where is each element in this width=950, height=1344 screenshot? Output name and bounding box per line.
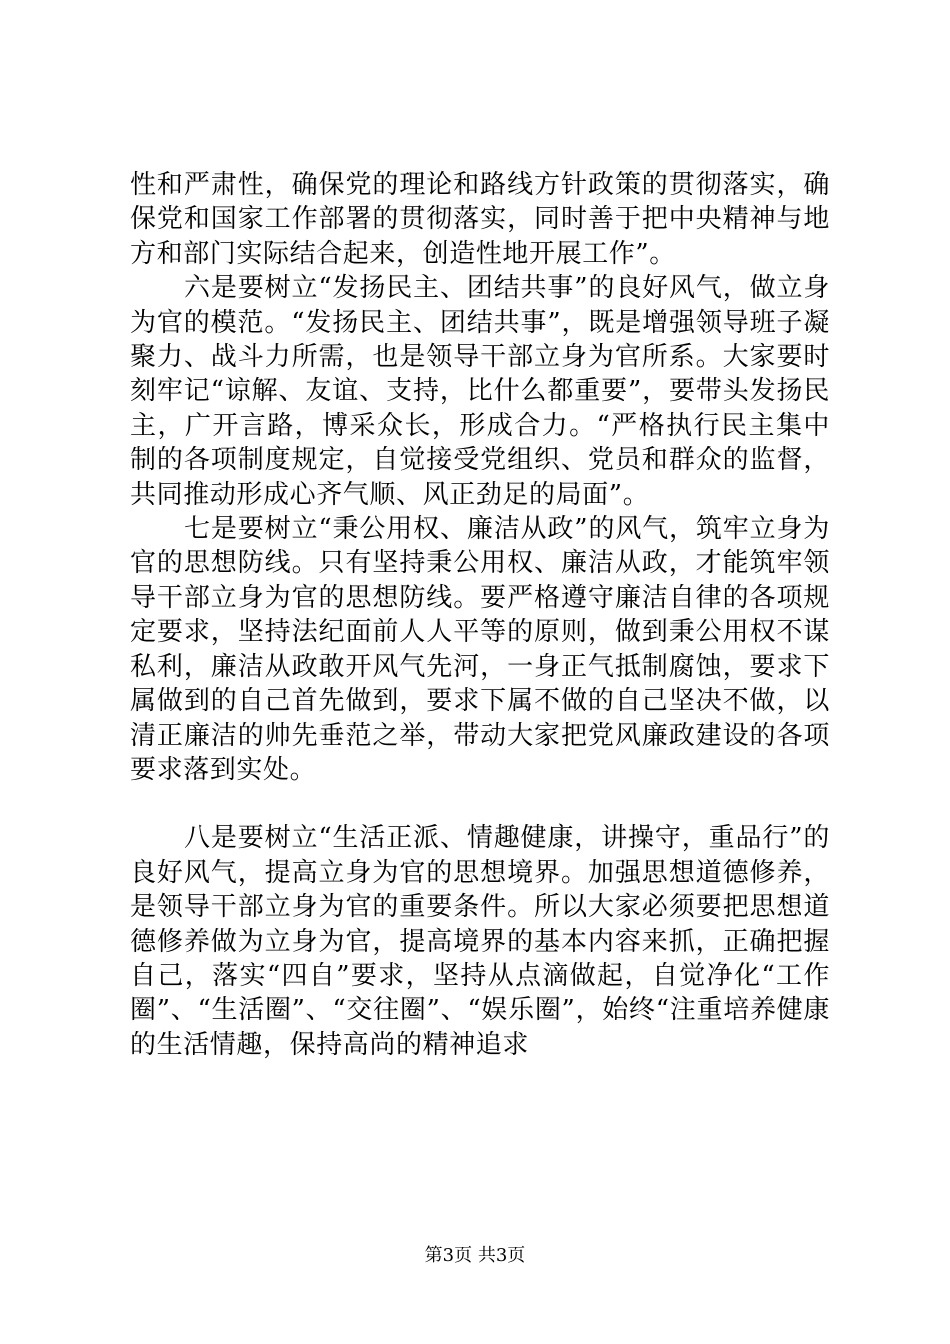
paragraph-2: 六是要树立“发扬民主、团结共事”的良好风气，做立身为官的模范。“发扬民主、团结共事”，既是增强领导班子凝聚力、战斗力所需，也是领导干部立身为官所系。大家要时刻牢记“谅解、友谊、支持，比什么都重要”，要带头发扬民主，广开言路，博采众长，形成合力。“严格执行民主集中制的各项制度规定，自觉接受党组织、党员和群众的监督，共同推动形成心齐气顺、风正劲足的局面”。 — [130, 273, 830, 510]
document-body — [130, 168, 830, 1062]
page-number-label: 第3页 共3页 — [424, 1245, 526, 1266]
paragraph-1: 性和严肃性，确保党的理论和路线方针政策的贯彻落实，确保党和国家工作部署的贯彻落实，同时善于把中央精神与地方和部门实际结合起来，创造性地开展工作”。 — [130, 170, 830, 269]
page-footer — [0, 1244, 950, 1268]
paragraph-3: 七是要树立“秉公用权、廉洁从政”的风气，筑牢立身为官的思想防线。只有坚持秉公用权、廉洁从政，才能筑牢领导干部立身为官的思想防线。要严格遵守廉洁自律的各项规定要求，坚持法纪面前人人平等的原则，做到秉公用权不谋私利，廉洁从政敢开风气先河，一身正气抵制腐蚀，要求下属做到的自己首先做到，要求下属不做的自己坚决不做，以清正廉洁的帅先垂范之举，带动大家把党风廉政建设的各项要求落到实处。 — [130, 514, 830, 785]
paragraph-4: 八是要树立“生活正派、情趣健康，讲操守，重品行”的良好风气，提高立身为官的思想境界。加强思想道德修养，是领导干部立身为官的重要条件。所以大家必须要把思想道德修养做为立身为官，提高境界的基本内容来抓，正确把握自己，落实“四自”要求，坚持从点滴做起，自觉净化“工作圈”、“生活圈”、“交往圈”、“娱乐圈”，始终“注重培养健康的生活情趣，保持高尚的精神追求 — [130, 823, 830, 1060]
